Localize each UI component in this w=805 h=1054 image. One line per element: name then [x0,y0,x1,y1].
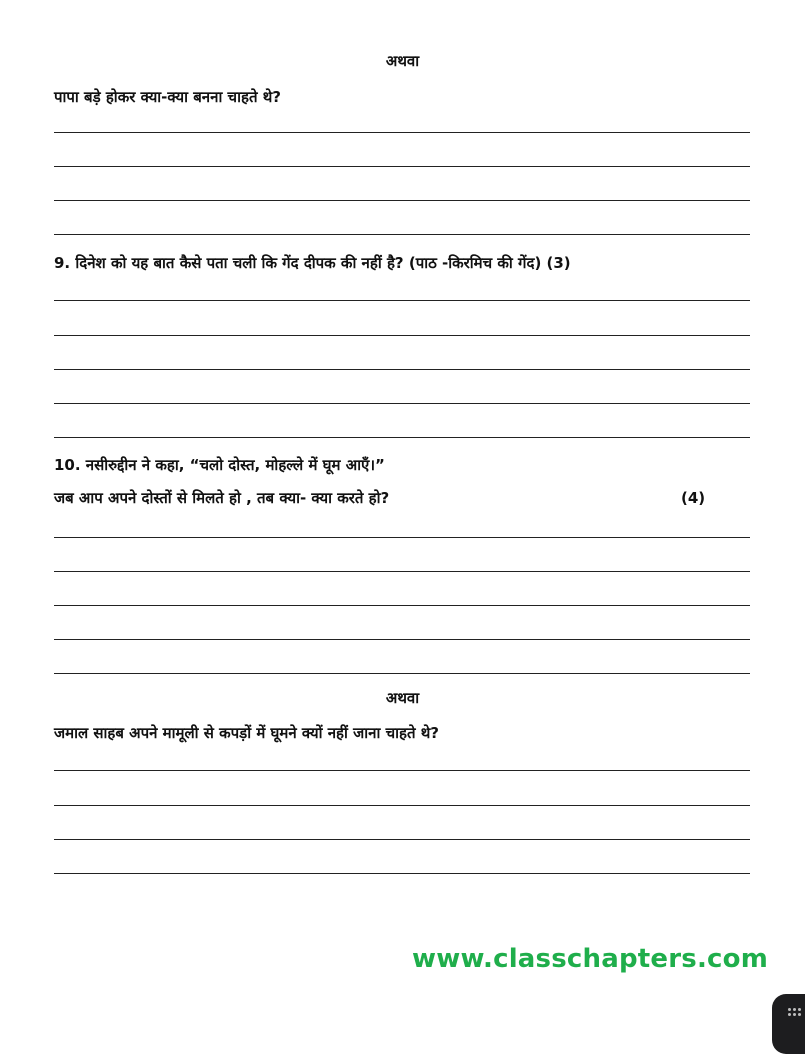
question-papa: पापा बड़े होकर क्या-क्या बनना चाहते थे? [54,88,281,106]
answer-line [54,571,750,572]
answer-line [54,234,750,235]
corner-menu-button[interactable] [772,994,805,1054]
answer-line [54,605,750,606]
answer-line [54,805,750,806]
question-9: 9. दिनेश को यह बात कैसे पता चली कि गेंद दीपक की नहीं है? (पाठ -किरमिच की गेंद) (3) [54,254,571,272]
answer-line [54,403,750,404]
athva-heading-1: अथवा [385,52,420,70]
answer-line [54,132,750,133]
answer-line [54,300,750,301]
answer-line [54,673,750,674]
website-link[interactable]: www.classchapters.com [412,944,768,974]
answer-line [54,437,750,438]
question-10-marks: (4) [681,489,706,507]
answer-line [54,839,750,840]
athva-heading-2: अथवा [385,689,420,707]
answer-line [54,537,750,538]
answer-line [54,200,750,201]
answer-line [54,873,750,874]
answer-line [54,639,750,640]
answer-line [54,770,750,771]
question-10-prompt: जब आप अपने दोस्तों से मिलते हो , तब क्या- क्या करते हो? [54,489,390,507]
answer-line [54,335,750,336]
question-10-quote: 10. नसीरुद्दीन ने कहा, “चलो दोस्त, मोहल्ले में घूम आएँ।” [54,456,385,474]
answer-line [54,369,750,370]
answer-line [54,166,750,167]
question-jamal: जमाल साहब अपने मामूली से कपड़ों में घूमने क्यों नहीं जाना चाहते थे? [54,724,440,742]
grid-dots-icon [788,1008,800,1020]
